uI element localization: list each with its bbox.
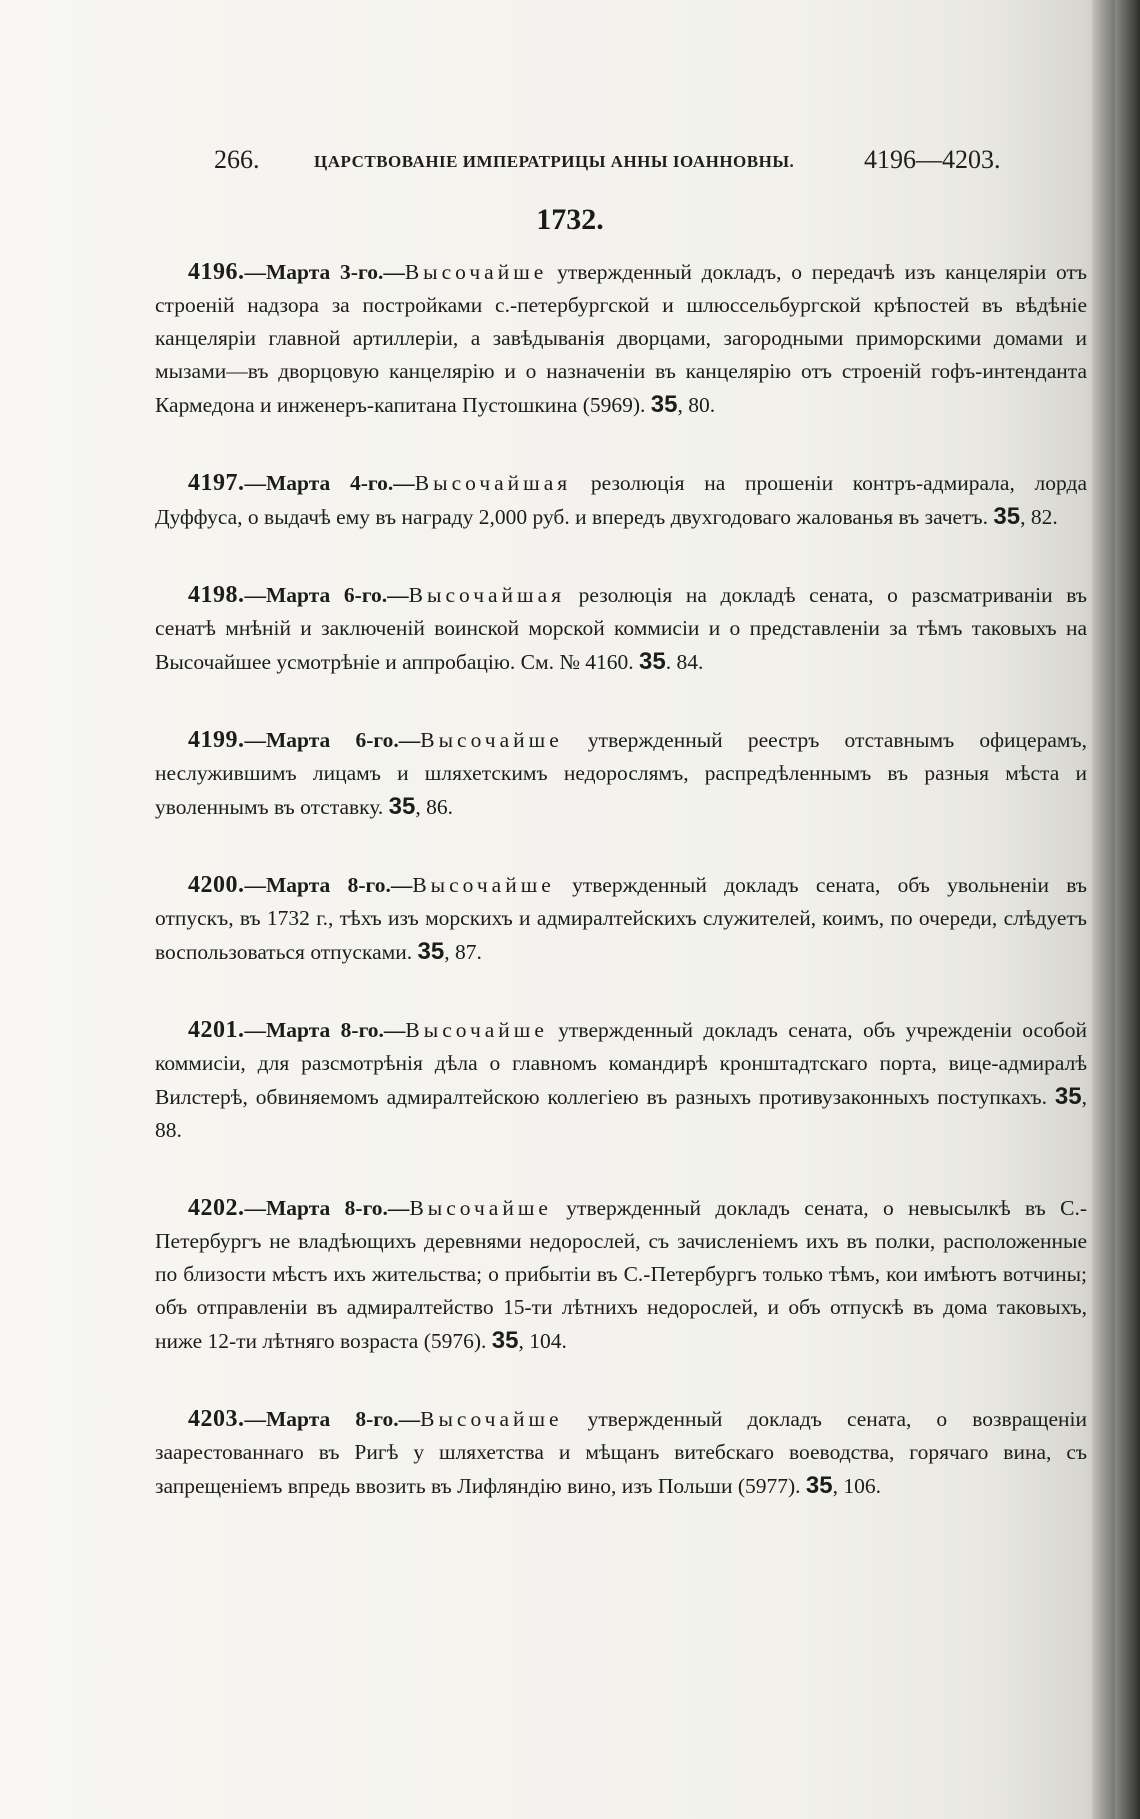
entry bbox=[155, 256, 1087, 422]
entry-date: —Марта 4-го.— bbox=[244, 471, 415, 495]
binding-shadow bbox=[1092, 0, 1140, 1819]
entry-emphasis: Высочайшая bbox=[408, 583, 566, 607]
entry-page: , 106. bbox=[832, 1474, 881, 1498]
entry-volume: 35 bbox=[417, 938, 445, 965]
entry-date: —Марта 6-го.— bbox=[244, 728, 421, 752]
entry-text: резолюція на докладѣ сената, о разсматриваніи въ сенатѣ мнѣній и заключеній воинской морской коммисіи и о представленіи за тѣмъ таковыхъ на Высочайшее усмотрѣніе и аппробацію. См. № 4160. bbox=[155, 583, 1087, 674]
entry-emphasis: Высочайшая bbox=[414, 471, 572, 495]
entry-text: резолюція на прошеніи контръ-адмирала, лорда Дуффуса, о выдачѣ ему въ награду 2,000 руб. и впередъ двухгодоваго жалованья въ зачетъ. bbox=[155, 471, 1087, 529]
entry-emphasis: Высочайше bbox=[420, 728, 563, 752]
entry bbox=[155, 1403, 1087, 1503]
entry bbox=[155, 724, 1087, 824]
entry-number: 4201. bbox=[188, 1017, 245, 1043]
entry-page: . 84. bbox=[665, 650, 704, 674]
entry-emphasis: Высочайше bbox=[420, 1407, 563, 1431]
entry-emphasis: Высочайше bbox=[409, 1196, 552, 1220]
entry-number: 4197. bbox=[188, 470, 245, 496]
entry-text: утвержденный докладъ сената, объ учрежденіи особой коммисіи, для разсмотрѣнія дѣла о главномъ командирѣ кронштадтскаго порта, вице-адмиралѣ Вилстерѣ, обвиняемомъ адмиралтейскою коллегіею въ разныхъ противузаконныхъ поступкахъ. bbox=[155, 1018, 1087, 1109]
entry-number: 4198. bbox=[188, 582, 245, 608]
entry-page: , 80. bbox=[677, 393, 716, 417]
entry-number: 4200. bbox=[188, 872, 245, 898]
entry-range: 4196—4203. bbox=[864, 145, 1001, 174]
entry bbox=[155, 1014, 1087, 1147]
entry-date: —Марта 6-го.— bbox=[244, 583, 409, 607]
page-header bbox=[214, 145, 1014, 185]
entry-volume: 35 bbox=[388, 793, 416, 820]
entry-emphasis: Высочайше bbox=[412, 873, 555, 897]
entry-text: утвержденный докладъ сената, о возвращеніи заарестованнаго въ Ригѣ у шляхетства и мѣщанъ витебскаго воеводства, горячаго вина, съ запрещеніемъ впредь ввозить въ Лифляндію вино, изъ Польши (5977). bbox=[155, 1407, 1087, 1498]
entry-volume: 35 bbox=[639, 648, 666, 675]
running-title: ЦАРСТВОВАНІЕ ИМПЕРАТРИЦЫ АННЫ ІОАННОВНЫ. bbox=[314, 152, 795, 171]
entry-number: 4199. bbox=[188, 727, 245, 753]
entry-number: 4203. bbox=[188, 1406, 245, 1432]
entry-text: утвержденный докладъ сената, о невысылкѣ въ С.-Петербургъ не владѣющихъ деревнями недорослей, съ зачисленіемъ ихъ въ полки, расположенные по близости мѣстъ ихъ жительства; о прибытіи въ С.-Петербургъ только тѣмъ, кои имѣютъ вотчины; объ отправленіи въ адмиралтейство 15-ти лѣтнихъ недорослей, и объ отпускѣ въ дома таковыхъ, ниже 12-ти лѣтняго возраста (5976). bbox=[155, 1196, 1088, 1353]
entry-date: —Марта 8-го.— bbox=[244, 1196, 410, 1220]
entry-volume: 35 bbox=[650, 391, 678, 418]
entry-emphasis: Высочайше bbox=[404, 260, 548, 284]
entry-page: , 86. bbox=[415, 795, 453, 819]
entry-text: утвержденный реестръ отставнымъ офицерамъ, неслужившимъ лицамъ и шляхетскимъ недорослямъ, распредѣленнымъ въ разныя мѣста и уволеннымъ въ отставку. bbox=[155, 728, 1087, 819]
entry-volume: 35 bbox=[805, 1472, 833, 1499]
entry-date: —Марта 8-го.— bbox=[244, 1018, 406, 1042]
entry-volume: 35 bbox=[491, 1327, 519, 1354]
entry-page: , 87. bbox=[444, 940, 482, 964]
year-heading: 1732. bbox=[536, 203, 604, 236]
entry-number: 4202. bbox=[188, 1195, 245, 1221]
entry bbox=[155, 869, 1087, 969]
entries-list bbox=[155, 256, 1087, 1548]
entry-volume: 35 bbox=[1054, 1083, 1082, 1110]
entry-text: утвержденный докладъ сената, объ увольненіи въ отпускъ, въ 1732 г., тѣхъ изъ морскихъ и адмиралтейскихъ служителей, коимъ, по очереди, слѣдуетъ воспользоваться отпусками. bbox=[155, 873, 1087, 964]
entry-date: —Марта 8-го.— bbox=[244, 873, 413, 897]
entry bbox=[155, 1192, 1087, 1358]
entry bbox=[155, 467, 1087, 534]
entry-text: утвержденный докладъ, о передачѣ изъ канцеляріи отъ строеній надзора за постройками с.-петербургской и шлюссельбургской крѣпостей въ вѣдѣніе канцеляріи главной артиллеріи, а завѣдыванія дворцами, загородными приморскими домами и мызами—въ дворцовую канцелярію и о назначеніи въ канцелярію отъ строеній гофъ-интенданта Кармедона и инженеръ-капитана Пустошкина (5969). bbox=[155, 260, 1087, 417]
entry-page: , 82. bbox=[1020, 505, 1058, 529]
entry-emphasis: Высочайше bbox=[405, 1018, 548, 1042]
entry-number: 4196. bbox=[188, 259, 245, 285]
entry-date: —Марта 3-го.— bbox=[244, 260, 405, 284]
entry-date: —Марта 8-го.— bbox=[244, 1407, 421, 1431]
entry bbox=[155, 579, 1087, 679]
entry-page: , 104. bbox=[518, 1329, 567, 1353]
entry-volume: 35 bbox=[993, 503, 1021, 530]
page-number: 266. bbox=[214, 145, 260, 174]
entry-page: , 88. bbox=[155, 1085, 1087, 1142]
